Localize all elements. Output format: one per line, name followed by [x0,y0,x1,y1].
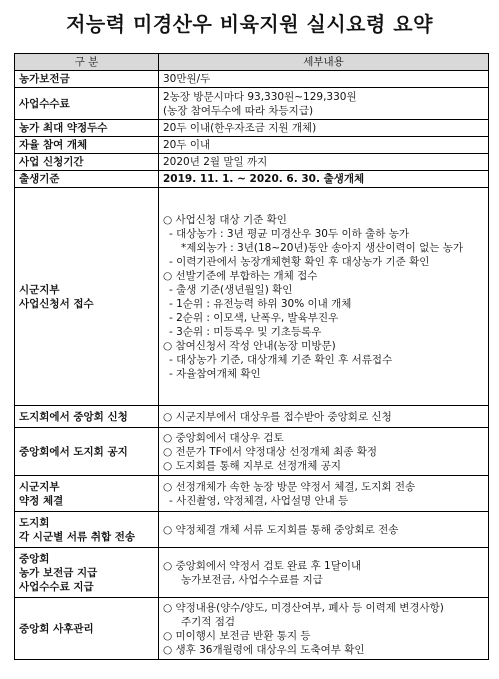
table-row [15,71,489,88]
row-detail [159,120,489,137]
row-label-line: 출생기준 [19,173,60,185]
detail-line: - 2순위 : 이모색, 난폭우, 발육부진우 [169,311,339,324]
row-label-line: 중앙회 사후관리 [19,622,94,635]
detail-line: ○ 중앙회에서 약정서 검토 완료 후 1달이내 [163,559,362,572]
detail-line: - 대상농가 : 3년 평균 미경산우 30두 이하 출하 농가 [169,227,409,240]
summary-table [14,53,489,660]
row-label-line: 농가 최대 약정두수 [19,122,108,134]
detail-line: ○ 중앙회에서 대상우 검토 [163,431,284,444]
detail-line: 농가보전금, 사업수수료를 지급 [181,573,323,586]
row-label-line: 시군지부 [19,480,60,493]
row-label [15,137,159,154]
page-title: 저능력 미경산우 비육지원 실시요령 요약 [66,12,433,36]
header-category: 구 분 [15,54,159,71]
row-detail [159,512,489,548]
table-row [15,548,489,598]
row-detail [159,88,489,120]
table-row [15,512,489,548]
row-label [15,120,159,137]
table-row [15,171,489,188]
row-label-line: 중앙회 [19,552,50,565]
table-row [15,154,489,171]
detail-line: 2농장 방문시마다 93,330원~129,330원 [163,90,357,103]
detail-line: - 이력기관에서 농장개체현황 확인 후 대상농가 기준 확인 [169,255,430,268]
detail-line: ○ 선발기준에 부합하는 개체 접수 [163,269,318,282]
detail-line: ○ 전문가 TF에서 약정대상 선정개체 최종 확정 [163,445,378,458]
row-label-line: 농가 보전금 지급 [19,566,98,579]
detail-line: 2020년 2월 말일 까지 [163,156,268,168]
detail-line: ○ 시군지부에서 대상우를 접수받아 중앙회로 신청 [163,410,392,423]
row-label [15,598,159,660]
table-body [15,71,489,660]
detail-line: - 사진촬영, 약정체결, 사업설명 안내 등 [169,494,349,507]
table-row [15,476,489,512]
row-label [15,548,159,598]
row-label [15,171,159,188]
row-detail [159,71,489,88]
detail-line: 2019. 11. 1. ~ 2020. 6. 30. 출생개체 [163,173,365,185]
detail-line: 20두 이내 [163,139,211,151]
row-label [15,88,159,120]
row-label [15,71,159,88]
row-label-line: 농가보전금 [19,73,70,85]
detail-line: 주기적 점검 [181,615,236,628]
row-label-line: 도지회 [19,516,50,529]
row-label [15,154,159,171]
table-row [15,120,489,137]
row-label-line: 도지회에서 중앙회 신청 [19,410,128,423]
detail-line: ○ 약정체결 개체 서류 도지회를 통해 중앙회로 전송 [163,523,399,536]
row-label [15,428,159,476]
table-row [15,137,489,154]
table-row [15,428,489,476]
row-detail [159,171,489,188]
detail-line: ○ 미이행시 보전금 반환 통지 등 [163,629,311,642]
detail-line: ○ 생후 36개월령에 대상우의 도축여부 확인 [163,643,365,656]
table-row [15,88,489,120]
row-label-line: 각 시군별 서류 취합 전송 [19,530,136,543]
row-label [15,406,159,428]
detail-line: ○ 약정내용(양수/양도, 미경산여부, 폐사 등 이력제 변경사항) [163,601,444,614]
detail-line: - 1순위 : 유전능력 하위 30% 이내 개체 [169,297,352,310]
row-detail [159,428,489,476]
row-label [15,512,159,548]
row-label-line: 중앙회에서 도지회 공지 [19,445,128,458]
detail-line: ○ 선정개체가 속한 농장 방문 약정서 체결, 도지회 전송 [163,480,416,493]
row-detail [159,406,489,428]
row-detail [159,137,489,154]
row-label-line: 자율 참여 개체 [19,139,88,151]
detail-line: 30만원/두 [163,73,211,85]
row-label-line: 사업수수료 [19,97,70,110]
row-label [15,476,159,512]
table-row [15,188,489,406]
detail-line: - 출생 기준(생년월일) 확인 [169,283,293,296]
row-label-line: 사업수수료 지급 [19,580,94,593]
row-label-line: 사업신청서 접수 [19,297,94,310]
row-detail [159,188,489,406]
row-detail [159,598,489,660]
detail-line: ○ 참여신청서 작성 안내(농장 미방문) [163,339,336,352]
detail-line: ○ 사업신청 대상 기준 확인 [163,213,287,226]
table-row [15,598,489,660]
detail-line: - 대상농가 기준, 대상개체 기준 확인 후 서류접수 [169,353,393,366]
row-label-line: 약정 체결 [19,494,64,507]
detail-line: *제외농가 : 3년(18~20년)동안 송아지 생산이력이 없는 농가 [181,241,464,254]
row-detail [159,548,489,598]
table-row [15,406,489,428]
detail-line: - 자율참여개체 확인 [169,367,261,380]
detail-line: - 3순위 : 미등록우 및 기초등록우 [169,325,322,338]
detail-line: 20두 이내(한우자조금 지원 개체) [163,122,317,134]
table-header-row [15,54,489,71]
row-label [15,188,159,406]
row-detail [159,154,489,171]
detail-line: ○ 도지회를 통해 지부로 선정개체 공지 [163,459,341,472]
row-label-line: 시군지부 [19,283,60,296]
header-details: 세부내용 [159,54,489,71]
detail-line: (농장 참여두수에 따라 차등지급) [163,104,314,117]
row-label-line: 사업 신청기간 [19,156,84,168]
row-detail [159,476,489,512]
